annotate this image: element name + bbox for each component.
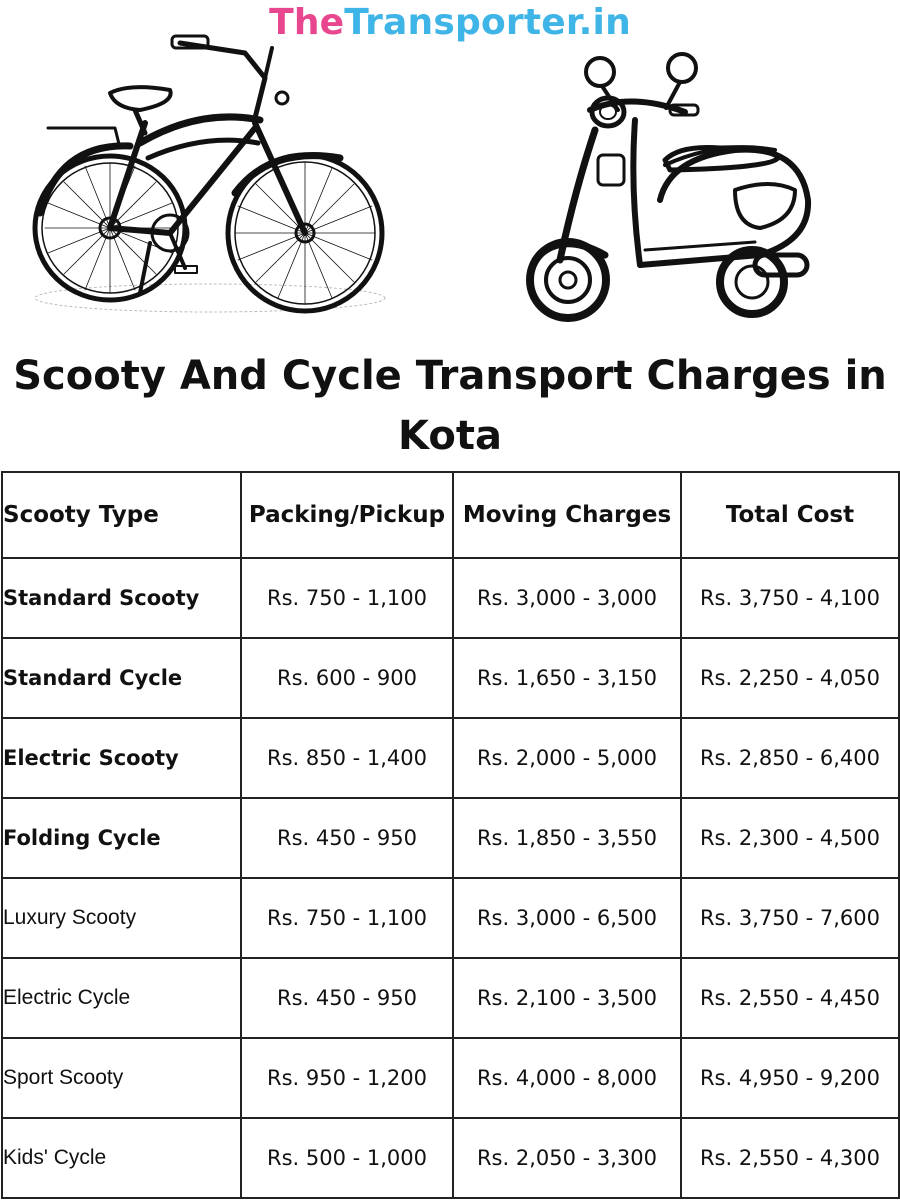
brand-part-1: The <box>269 2 345 43</box>
header-total-cost: Total Cost <box>681 472 899 558</box>
cell-packing: Rs. 750 - 1,100 <box>241 878 453 958</box>
cell-type: Standard Scooty <box>2 558 241 638</box>
cell-packing: Rs. 750 - 1,100 <box>241 558 453 638</box>
cell-type: Luxury Scooty <box>2 878 241 958</box>
cell-moving: Rs. 3,000 - 6,500 <box>453 878 681 958</box>
table-row <box>2 558 899 638</box>
header-scooty-type: Scooty Type <box>2 472 241 558</box>
cell-moving: Rs. 2,100 - 3,500 <box>453 958 681 1038</box>
page-title: Scooty And Cycle Transport Charges in Kota <box>13 353 887 459</box>
header-packing-pickup: Packing/Pickup <box>241 472 453 558</box>
cell-packing: Rs. 600 - 900 <box>241 638 453 718</box>
table-row <box>2 1038 899 1118</box>
table-row <box>2 958 899 1038</box>
cell-packing: Rs. 950 - 1,200 <box>241 1038 453 1118</box>
table-row <box>2 878 899 958</box>
table-row <box>2 718 899 798</box>
cell-moving: Rs. 2,000 - 5,000 <box>453 718 681 798</box>
cell-moving: Rs. 3,000 - 3,000 <box>453 558 681 638</box>
cell-total: Rs. 2,550 - 4,450 <box>681 958 899 1038</box>
cell-moving: Rs. 1,650 - 3,150 <box>453 638 681 718</box>
cell-type: Sport Scooty <box>2 1038 241 1118</box>
cell-packing: Rs. 450 - 950 <box>241 798 453 878</box>
cell-type: Folding Cycle <box>2 798 241 878</box>
cell-packing: Rs. 850 - 1,400 <box>241 718 453 798</box>
cell-total: Rs. 3,750 - 4,100 <box>681 558 899 638</box>
cell-total: Rs. 2,300 - 4,500 <box>681 798 899 878</box>
cell-packing: Rs. 450 - 950 <box>241 958 453 1038</box>
table-row <box>2 1118 899 1198</box>
header-moving-charges: Moving Charges <box>453 472 681 558</box>
cell-moving: Rs. 1,850 - 3,550 <box>453 798 681 878</box>
cell-type: Electric Cycle <box>2 958 241 1038</box>
charges-table <box>1 471 900 1199</box>
cell-packing: Rs. 500 - 1,000 <box>241 1118 453 1198</box>
cell-total: Rs. 2,550 - 4,300 <box>681 1118 899 1198</box>
cell-type: Standard Cycle <box>2 638 241 718</box>
brand-part-2: Transporter.in <box>344 2 631 43</box>
scooter-icon <box>520 50 820 330</box>
cell-moving: Rs. 2,050 - 3,300 <box>453 1118 681 1198</box>
table-row <box>2 798 899 878</box>
cell-type: Electric Scooty <box>2 718 241 798</box>
cell-total: Rs. 2,850 - 6,400 <box>681 718 899 798</box>
cell-type: Kids' Cycle <box>2 1118 241 1198</box>
table-header-row <box>2 472 899 558</box>
table-row <box>2 638 899 718</box>
cell-total: Rs. 4,950 - 9,200 <box>681 1038 899 1118</box>
cell-total: Rs. 2,250 - 4,050 <box>681 638 899 718</box>
cell-moving: Rs. 4,000 - 8,000 <box>453 1038 681 1118</box>
cell-total: Rs. 3,750 - 7,600 <box>681 878 899 958</box>
bicycle-icon <box>20 28 390 328</box>
